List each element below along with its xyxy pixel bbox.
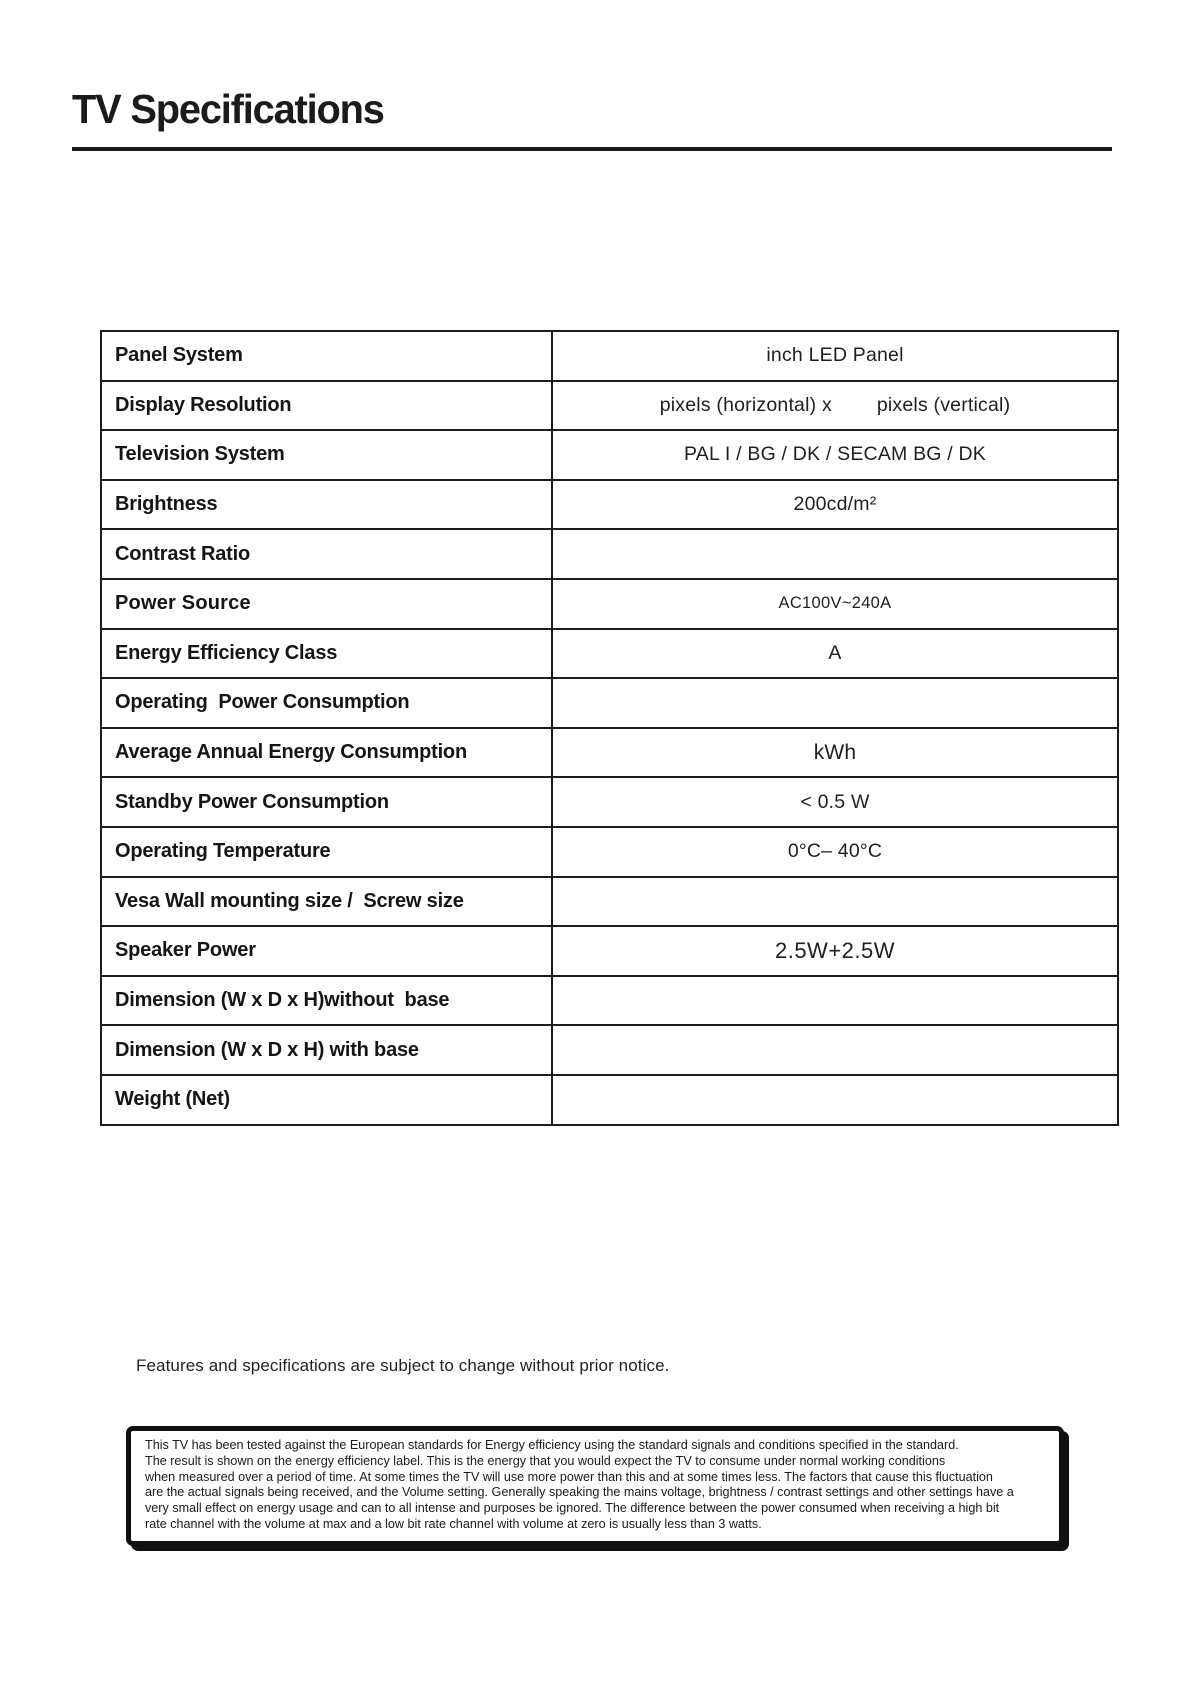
spec-label: Speaker Power [101,926,552,976]
spec-row [101,827,1118,877]
spec-table [100,330,1119,1126]
notice-line: The result is shown on the energy efficiency label. This is the energy that you would expect the TV to consume under normal working conditions [145,1453,946,1468]
spec-row [101,877,1118,927]
spec-label: Display Resolution [101,381,552,431]
spec-row [101,480,1118,530]
notice-line: are the actual signals being received, and the Volume setting. Generally speaking the mains voltage, brightness / contrast settings and other settings have a [145,1485,1014,1500]
spec-label: Average Annual Energy Consumption [101,728,552,778]
spec-label: Panel System [101,331,552,381]
spec-label: Operating Power Consumption [101,678,552,728]
spec-value: kWh [552,728,1118,778]
spec-value [552,1025,1118,1075]
spec-row [101,926,1118,976]
spec-value: 2.5W+2.5W [552,926,1118,976]
spec-row [101,529,1118,579]
spec-label: Power Source [101,579,552,629]
spec-row [101,976,1118,1026]
spec-value: inch LED Panel [552,331,1118,381]
spec-row [101,381,1118,431]
spec-label: Contrast Ratio [101,529,552,579]
notice-line: when measured over a period of time. At some times the TV will use more power than this and at some times less. The factors that cause this fluctuation [145,1469,993,1484]
spec-value [552,976,1118,1026]
spec-label: Dimension (W x D x H) with base [101,1025,552,1075]
spec-row [101,579,1118,629]
spec-value [552,1075,1118,1125]
spec-label: Brightness [101,480,552,530]
spec-table-container [100,330,1119,1126]
spec-value: PAL I / BG / DK / SECAM BG / DK [552,430,1118,480]
energy-efficiency-notice-box [126,1426,1064,1546]
spec-row [101,777,1118,827]
spec-row [101,331,1118,381]
spec-label: Television System [101,430,552,480]
spec-label: Energy Efficiency Class [101,629,552,679]
spec-row [101,1075,1118,1125]
notice-line: This TV has been tested against the European standards for Energy efficiency using the standard signals and conditions specified in the standard. [145,1438,959,1452]
spec-value [552,529,1118,579]
title-underline [72,147,1112,151]
spec-row [101,629,1118,679]
change-without-notice-note: Features and specifications are subject to change without prior notice. [136,1356,670,1375]
page-title: TV Specifications [72,86,384,132]
spec-label: Operating Temperature [101,827,552,877]
notice-line: rate channel with the volume at max and a low bit rate channel with volume at zero is usually less than 3 watts. [145,1516,762,1531]
spec-row [101,728,1118,778]
spec-row [101,678,1118,728]
spec-value [552,678,1118,728]
spec-value: 0°C– 40°C [552,827,1118,877]
spec-label: Dimension (W x D x H)without base [101,976,552,1026]
spec-row [101,430,1118,480]
spec-label: Vesa Wall mounting size / Screw size [101,877,552,927]
spec-value: A [552,629,1118,679]
spec-label: Standby Power Consumption [101,777,552,827]
spec-value [552,877,1118,927]
spec-row [101,1025,1118,1075]
spec-label: Weight (Net) [101,1075,552,1125]
spec-value: pixels (horizontal) x pixels (vertical) [552,381,1118,431]
notice-line: very small effect on energy usage and can to all intense and purposes be ignored. The difference between the power consumed when receiving a high bit [145,1501,1000,1516]
spec-value: AC100V~240A [552,579,1118,629]
spec-value: 200cd/m² [552,480,1118,530]
spec-value: < 0.5 W [552,777,1118,827]
